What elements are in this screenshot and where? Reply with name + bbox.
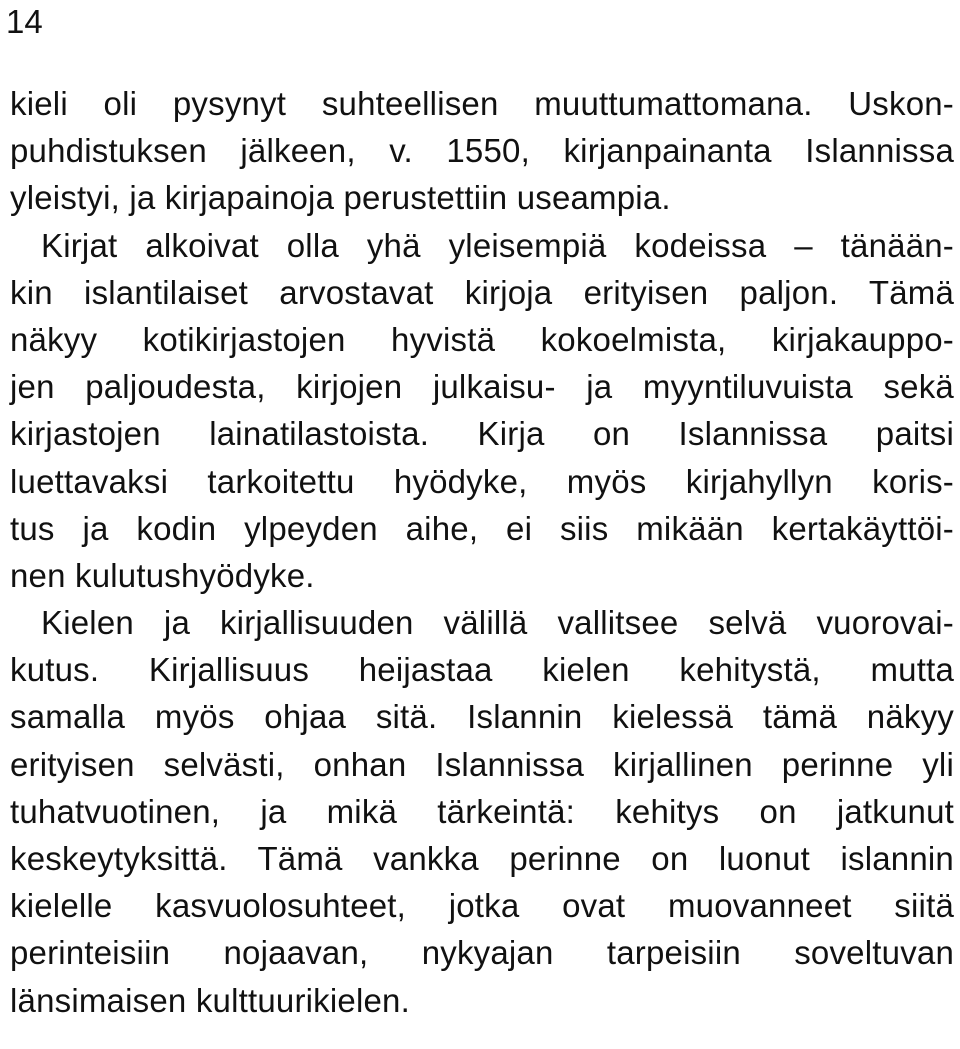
- text-line: kutus. Kirjallisuus heijastaa kielen kehitystä, mutta: [10, 651, 954, 689]
- text-line: kieli oli pysynyt suhteellisen muuttumattomana. Uskon-: [10, 85, 954, 122]
- text-line: tus ja kodin ylpeyden aihe, ei siis mikään kertakäyttöi-: [10, 509, 954, 547]
- text-line: näkyy kotikirjastojen hyvistä kokoelmista, kirjakauppo-: [10, 320, 954, 358]
- text-line: perinteisiin nojaavan, nykyajan tarpeisiin soveltuvan: [10, 934, 954, 972]
- text-line: Kirjat alkoivat olla yhä yleisempiä kodeissa – tänään-: [41, 226, 954, 264]
- text-line: jen paljoudesta, kirjojen julkaisu- ja myyntiluvuista sekä: [10, 368, 954, 406]
- text-line: Kielen ja kirjallisuuden välillä vallitsee selvä vuorovai-: [41, 604, 954, 642]
- text-line: luettavaksi tarkoitettu hyödyke, myös kirjahyllyn koris-: [10, 462, 954, 500]
- text-line: samalla myös ohjaa sitä. Islannin kielessä tämä näkyy: [10, 698, 954, 736]
- text-line: kin islantilaiset arvostavat kirjoja erityisen paljon. Tämä: [10, 273, 954, 311]
- page-number: 14: [6, 3, 43, 40]
- text-line: yleistyi, ja kirjapainoja perustettiin useampia.: [10, 179, 671, 217]
- text-line: nen kulutushyödyke.: [10, 556, 315, 594]
- text-line: länsimaisen kulttuurikielen.: [10, 981, 410, 1019]
- text-line: puhdistuksen jälkeen, v. 1550, kirjanpainanta Islannissa: [10, 132, 954, 170]
- body-text: [10, 80, 954, 1024]
- text-line: kirjastojen lainatilastoista. Kirja on Islannissa paitsi: [10, 415, 954, 453]
- text-line: kielelle kasvuolosuhteet, jotka ovat muovanneet siitä: [10, 887, 954, 925]
- text-line: keskeytyksittä. Tämä vankka perinne on luonut islannin: [10, 840, 954, 877]
- text-line: erityisen selvästi, onhan Islannissa kirjallinen perinne yli: [10, 745, 954, 783]
- text-line: tuhatvuotinen, ja mikä tärkeintä: kehitys on jatkunut: [10, 792, 954, 830]
